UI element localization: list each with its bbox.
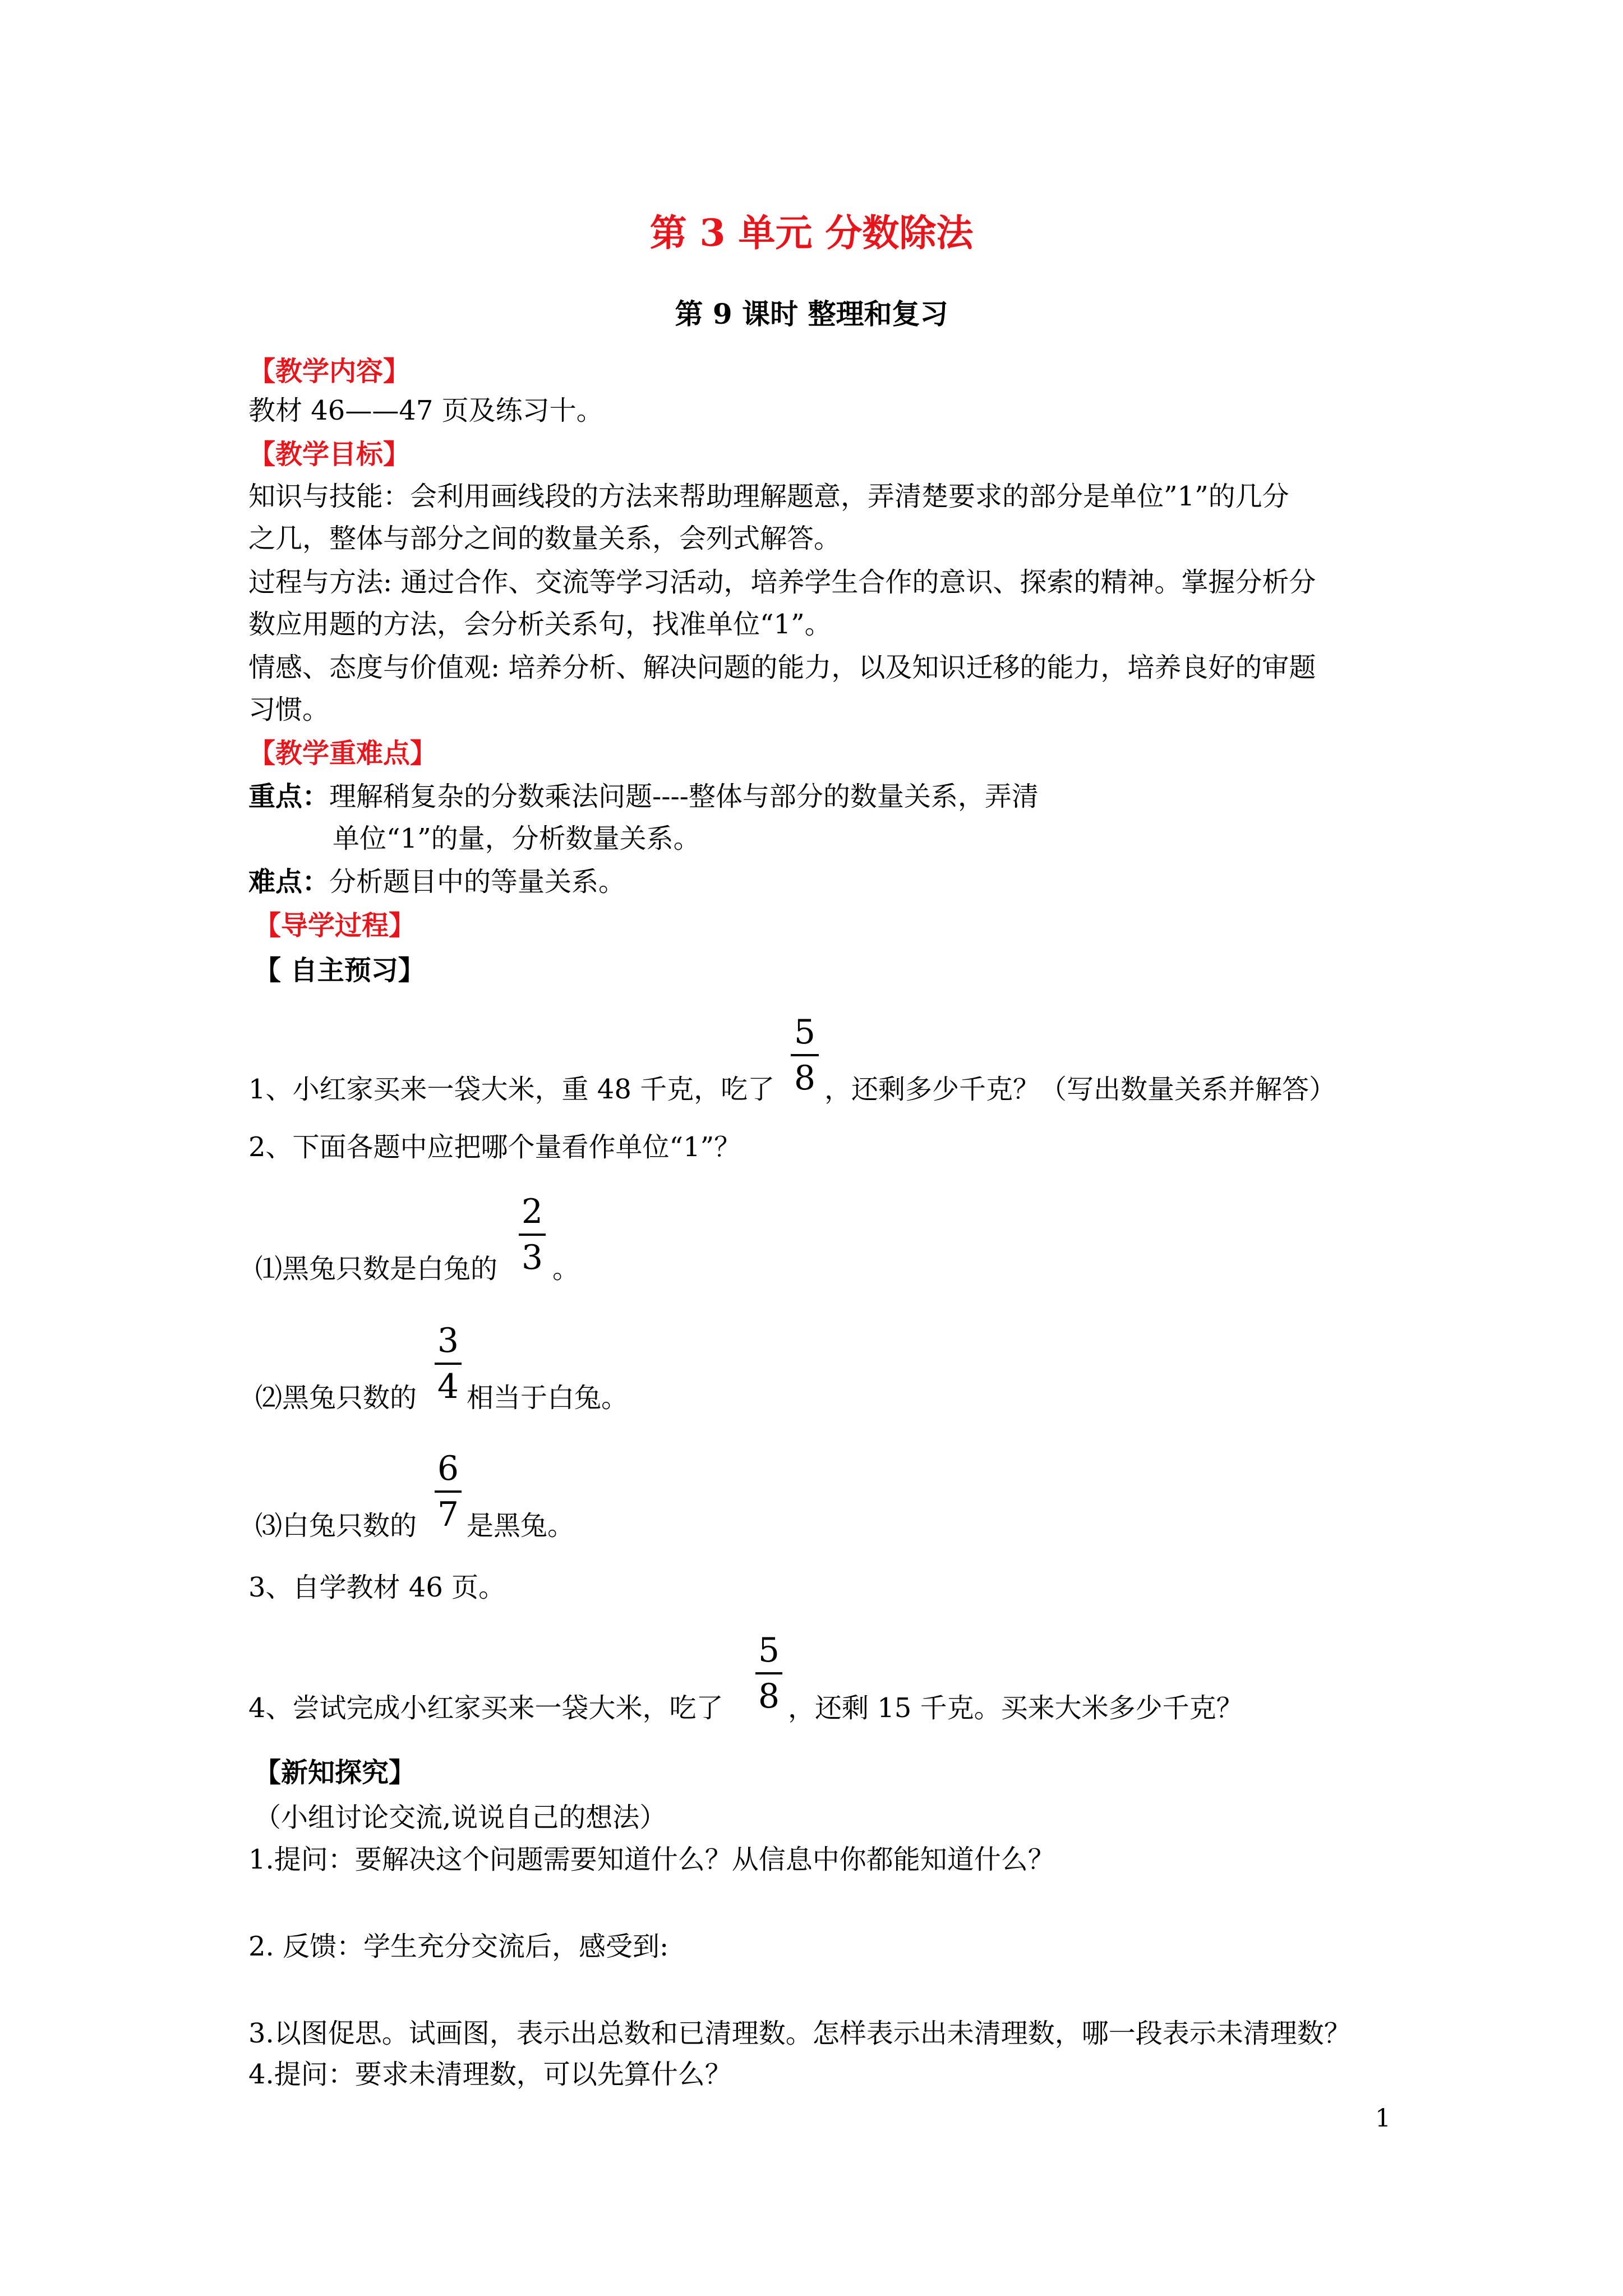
section-self-preview: 【 自主预习】 (254, 955, 425, 986)
question-3: 3、自学教材 46 页。 (248, 1572, 506, 1603)
page-title: 第 3 单元 分数除法 (649, 211, 974, 255)
difficulty-text: 分析题目中的等量关系。 (329, 866, 626, 898)
q2-3-fraction-denominator: 7 (437, 1495, 459, 1534)
goal-knowledge-line1: 知识与技能：会利用画线段的方法来帮助理解题意，弄清楚要求的部分是单位”1”的几分 (248, 481, 1289, 512)
key-point-line1 (248, 780, 1039, 813)
q2-2-fraction (435, 1321, 462, 1406)
question-1-part1: 1、小红家买来一袋大米，重 48 千克，吃了 (248, 1074, 775, 1105)
q2-3-fraction (435, 1449, 462, 1534)
q1-fraction-denominator: 8 (794, 1059, 816, 1098)
question-4-part1: 4、尝试完成小红家买来一袋大米，吃了 (248, 1692, 723, 1724)
q4-fraction (755, 1631, 782, 1716)
goal-knowledge-line2: 之几，整体与部分之间的数量关系，会列式解答。 (248, 523, 841, 554)
question-4-part2: ，还剩 15 千克。买来大米多少千克？ (788, 1692, 1243, 1724)
new-item-2: 2. 反馈：学生充分交流后，感受到: (248, 1931, 669, 1962)
q1-fraction-numerator: 5 (794, 1013, 816, 1052)
goal-emotion-line1: 情感、态度与价值观: 培养分析、解决问题的能力，以及知识迁移的能力，培养良好的审题 (248, 652, 1316, 683)
q2-2-fraction-denominator: 4 (437, 1367, 459, 1406)
fraction-bar (755, 1672, 782, 1674)
question-1-part2: ，还剩多少千克？（写出数量关系并解答） (824, 1074, 1336, 1105)
question-2-3-part2: 是黑兔。 (467, 1510, 575, 1542)
section-new-knowledge: 【新知探究】 (254, 1757, 416, 1788)
question-2-1-part1: ⑴黑兔只数是白兔的 (255, 1253, 498, 1285)
lesson-subtitle: 第 9 课时 整理和复习 (675, 297, 948, 330)
fraction-bar (519, 1234, 546, 1236)
fraction-bar (791, 1054, 819, 1056)
section-teaching-goals: 【教学目标】 (248, 439, 411, 470)
question-2-2-part1: ⑵黑兔只数的 (255, 1382, 417, 1414)
goal-process-line1: 过程与方法: 通过合作、交流等学习活动，培养学生合作的意识、探索的精神。掌握分析分 (248, 567, 1316, 598)
q4-fraction-numerator: 5 (758, 1631, 780, 1670)
question-2-3-part1: ⑶白兔只数的 (255, 1510, 417, 1542)
section-teaching-content: 【教学内容】 (248, 356, 411, 387)
key-point-text: 理解稍复杂的分数乘法问题----整体与部分的数量关系，弄清 (329, 781, 1039, 812)
question-2: 2、下面各题中应把哪个量看作单位“1”？ (248, 1131, 741, 1163)
page-number: 1 (1375, 2104, 1391, 2133)
goal-process-line2: 数应用题的方法，会分析关系句，找准单位“1”。 (248, 609, 832, 640)
fraction-bar (435, 1490, 462, 1493)
key-point-line2: 单位“1”的量，分析数量关系。 (333, 823, 700, 854)
question-2-2-part2: 相当于白兔。 (467, 1382, 629, 1414)
q1-fraction (791, 1013, 819, 1098)
difficulty-line (248, 865, 625, 899)
key-point-label: 重点： (248, 781, 330, 812)
q4-fraction-denominator: 8 (758, 1677, 780, 1716)
group-discussion-note: （小组讨论交流,说说自己的想法） (254, 1802, 667, 1833)
teaching-content-text: 教材 46——47 页及练习十。 (248, 395, 603, 426)
new-item-4: 4.提问：要求未清理数，可以先算什么？ (248, 2059, 732, 2090)
q2-1-fraction (519, 1192, 546, 1277)
q2-1-fraction-denominator: 3 (521, 1238, 543, 1277)
q2-3-fraction-numerator: 6 (437, 1449, 459, 1488)
q2-2-fraction-numerator: 3 (437, 1321, 459, 1360)
new-item-3: 3.以图促思。试画图，表示出总数和已清理数。怎样表示出未清理数，哪一段表示未清理数？ (248, 2018, 1351, 2049)
question-2-1-part2: 。 (552, 1253, 580, 1285)
difficulty-label: 难点： (248, 866, 330, 898)
goal-emotion-line2: 习惯。 (248, 694, 330, 725)
section-key-points: 【教学重难点】 (248, 738, 437, 769)
q2-1-fraction-numerator: 2 (521, 1192, 543, 1231)
fraction-bar (435, 1363, 462, 1365)
new-item-1: 1.提问：要解决这个问题需要知道什么？从信息中你都能知道什么？ (248, 1844, 1055, 1875)
section-guided-process: 【导学过程】 (254, 910, 416, 941)
